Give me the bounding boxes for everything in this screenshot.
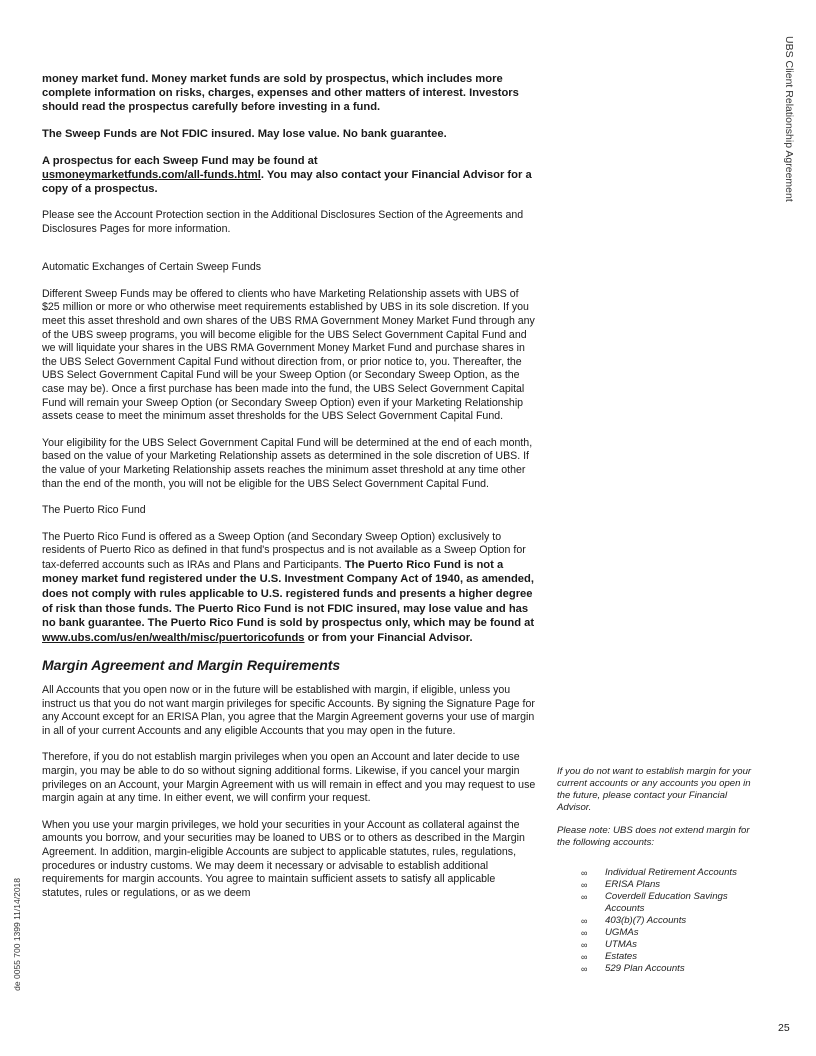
bullet-icon: ∞ (581, 952, 588, 962)
bullet-icon: ∞ (581, 964, 588, 974)
paragraph-account-protection: Please see the Account Protection section in the Additional Disclosures Section of the Agreements and Disclosures Pages for more information. (42, 209, 524, 235)
puerto-rico-warning: The Puerto Rico Fund is not a money market fund registered under the U.S. Investment Company Act of 1940, as amended, does not comply with rules applicable to U.S. registered funds and presents a higher degree of risk than those funds. The Puerto Rico Fund is not FDIC insured, may lose value and has no bank guarantee. The Puerto Rico Fund is sold by prospectus only, which may be found at (42, 558, 535, 630)
sidebar-note-contact: If you do not want to establish margin for your current accounts or any accounts you open in the future, please contact your Financial Advisor. (557, 766, 752, 813)
paragraph-sweep-exchanges: Different Sweep Funds may be offered to clients who have Marketing Relationship assets with UBS of $25 million or more or who otherwise meet requirements established by UBS in its sole discretion. If you meet this asset threshold and own shares of the UBS RMA Government Money Market Fund through any of the UBS sweep programs, you will become eligible for the UBS Select Government Capital Fund and we will liquidate your shares in the UBS RMA Government Money Market Fund and purchase shares in the UBS Select Government Capital Fund without direction from, or prior notice to, you. Thereafter, the UBS Select Government Capital Fund will be your Sweep Option (or Secondary Sweep Option, as the case may be). Once a first purchase has been made into the fund, the UBS Select Government Capital Fund will remain your Sweep Option (or Secondary Sweep Option) even if your Marketing Relationship assets cease to meet the minimum asset thresholds for the UBS Select Government Capital Fund. (42, 287, 535, 423)
prospectus-text: A prospectus for each Sweep Fund may be found at (42, 155, 318, 167)
bullet-icon: ∞ (581, 868, 588, 878)
paragraph-margin-collateral: When you use your margin privileges, we hold your securities in your Account as collateral against the amounts you borrow, and your securities may be loaned to UBS or to others as described in the Margin Agreement. In addition, margin-eligible Accounts are subject to applicable statutes, rules, regulations, procedures or industry customs. We may deem it necessary or advisable to establish additional requirements for margin accounts. You agree to maintain sufficient assets to satisfy all applicable statutes, rules or regulations, or as we deem (42, 818, 525, 899)
bullet-icon: ∞ (581, 940, 588, 950)
paragraph-prospectus-link (42, 154, 536, 196)
page-number: 25 (778, 1022, 790, 1034)
list-item: ∞ Coverdell Education Savings Accounts (581, 891, 728, 914)
puerto-rico-advisor-text: or from your Financial Advisor. (304, 631, 473, 644)
paragraph-puerto-rico-fund (42, 531, 536, 646)
list-item: ∞ 403(b)(7) Accounts (581, 915, 687, 926)
list-item: ∞ UTMAs (581, 939, 637, 950)
margin-sidebar-note (557, 766, 757, 975)
main-column (42, 72, 536, 913)
heading-automatic-exchanges: Automatic Exchanges of Certain Sweep Funds (42, 261, 262, 274)
prospectus-link[interactable]: usmoneymarketfunds.com/all-funds.html (42, 169, 261, 181)
list-item: ∞ 529 Plan Accounts (581, 963, 685, 974)
bullet-icon: ∞ (581, 892, 588, 902)
puerto-rico-link[interactable]: www.ubs.com/us/en/wealth/misc/puertoricofunds (42, 631, 305, 644)
paragraph-margin-privileges: Therefore, if you do not establish margin privileges when you open an Account and later decide to use margin, you may be able to do so without signing additional forms. Likewise, if you cancel your margin privileges on an Account, your Margin Agreement with us will remain in effect and you may request to use margin again at any time. In either event, we will confirm your request. (42, 751, 536, 805)
paragraph-prospectus: money market fund. Money market funds are sold by prospectus, which includes more complete information on risks, charges, expenses and other matters of interest. Investors should read the prospectus carefully before investing in a fund. (42, 73, 519, 113)
excluded-accounts-list (557, 867, 757, 975)
list-item: ∞ Estates (581, 951, 637, 962)
list-item: ∞ Individual Retirement Accounts (581, 867, 737, 878)
sidebar-note-exclusions: Please note: UBS does not extend margin for the following accounts: (557, 825, 750, 848)
puerto-rico-text: The Puerto Rico Fund is offered as a Sweep Option (and Secondary Sweep Option) exclusively to residents of Puerto Rico as defined in that fund's prospectus and is not available as a Sweep Option for tax-deferred accounts such as IRAs and Plans and Participants. (42, 530, 526, 571)
running-title: UBS Client Relationship Agreement (783, 36, 795, 202)
bullet-icon: ∞ (581, 880, 588, 890)
paragraph-eligibility: Your eligibility for the UBS Select Government Capital Fund will be determined at the end of each month, based on the value of your Marketing Relationship assets as determined in the sole discretion of UBS. If the value of your Marketing Relationship assets reaches the minimum asset threshold at any time other than the end of the month, you will not be eligible for the UBS Select Government Capital Fund. (42, 436, 533, 490)
paragraph-fdic-notice: The Sweep Funds are Not FDIC insured. May lose value. No bank guarantee. (42, 128, 447, 140)
prospectus-contact-text: . You may also contact your Financial Advisor for a copy of a prospectus. (42, 169, 532, 195)
document-code: de 0055 700 1399 11/14/2018 (12, 878, 22, 991)
list-item: ∞ UGMAs (581, 927, 639, 938)
bullet-icon: ∞ (581, 916, 588, 926)
spacer (42, 249, 536, 261)
heading-puerto-rico-fund: The Puerto Rico Fund (42, 504, 146, 517)
bullet-icon: ∞ (581, 928, 588, 938)
paragraph-margin-accounts: All Accounts that you open now or in the future will be established with margin, if eligible, unless you instruct us that you do not want margin privileges for specific Accounts. By signing the Signature Page for any Account except for an ERISA Plan, you agree that the Margin Agreement governs your use of margin in all of your current Accounts and any eligible Accounts that you may open in the future. (42, 684, 535, 737)
section-heading-margin: Margin Agreement and Margin Requirements (42, 657, 341, 674)
list-item: ∞ ERISA Plans (581, 879, 661, 890)
